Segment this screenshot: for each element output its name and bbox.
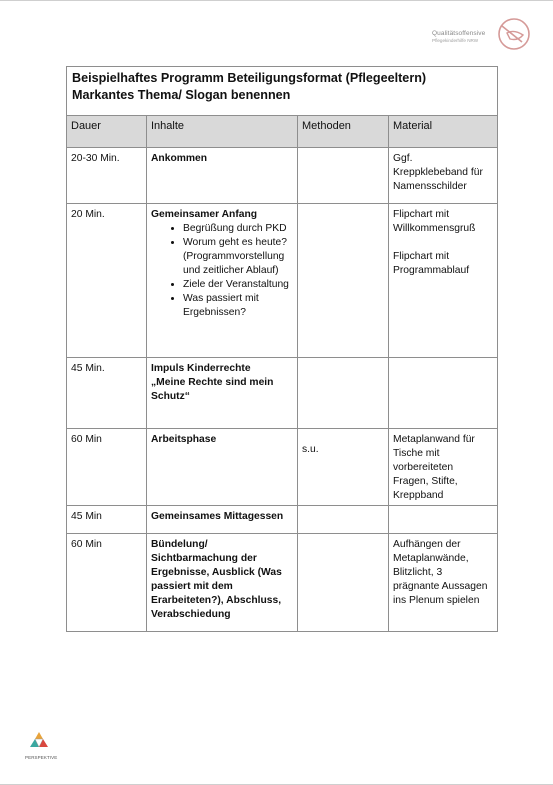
logo-text bbox=[432, 30, 485, 43]
logo-line1: Qualitätsoffensive bbox=[432, 30, 486, 37]
cell-dauer: 20-30 Min. bbox=[67, 148, 147, 204]
cell-methode bbox=[298, 506, 389, 534]
table-row bbox=[67, 148, 498, 204]
cell-dauer: 20 Min. bbox=[67, 204, 147, 358]
logo-circle-icon bbox=[496, 17, 532, 51]
cell-inhalt bbox=[147, 429, 298, 506]
cell-inhalt bbox=[147, 204, 298, 358]
material-text: Flipchart mit Programmablauf bbox=[393, 251, 470, 276]
table-row bbox=[67, 506, 498, 534]
cell-inhalt bbox=[147, 506, 298, 534]
cell-inhalt bbox=[147, 148, 298, 204]
bullet-item: • Ziele der Veranstaltung bbox=[183, 278, 293, 292]
cell-dauer: 45 Min bbox=[67, 506, 147, 534]
footer-logo-text: PERSPEKTIVE bbox=[25, 755, 58, 760]
table-subtitle: Markantes Thema/ Slogan benennen bbox=[72, 88, 291, 102]
column-header-methoden: Methoden bbox=[298, 116, 389, 148]
cell-methode bbox=[298, 148, 389, 204]
material-spacer bbox=[393, 236, 493, 250]
table-row bbox=[67, 204, 498, 358]
inhalt-title: Arbeitsphase bbox=[151, 434, 217, 445]
material-text: Metaplanwand für Tische mit vorbereiteten Fragen, Stifte, Kreppband bbox=[393, 434, 475, 501]
table-title: Beispielhaftes Programm Beteiligungsformat (Pflegeeltern) bbox=[72, 71, 427, 85]
cell-methode bbox=[298, 358, 389, 429]
qualitaetsoffensive-logo bbox=[432, 17, 532, 53]
cell-methode bbox=[298, 204, 389, 358]
perspektive-triangle-icon bbox=[25, 729, 53, 755]
cell-dauer: 45 Min. bbox=[67, 358, 147, 429]
cell-material bbox=[389, 148, 498, 204]
table-row bbox=[67, 534, 498, 632]
column-header-inhalte: Inhalte bbox=[147, 116, 298, 148]
table-row bbox=[67, 358, 498, 429]
cell-inhalt bbox=[147, 534, 298, 632]
material-text: Flipchart mit Willkommensgruß bbox=[393, 209, 476, 234]
cell-methode bbox=[298, 534, 389, 632]
cell-material bbox=[389, 204, 498, 358]
inhalt-title: Gemeinsames Mittagessen bbox=[151, 511, 284, 522]
material-text: Ggf. Kreppklebeband für Namensschilder bbox=[393, 153, 483, 192]
cell-material bbox=[389, 534, 498, 632]
cell-material bbox=[389, 506, 498, 534]
bullet-item: • Worum geht es heute? (Programmvorstellung und zeitlicher Ablauf) bbox=[183, 236, 293, 278]
cell-material bbox=[389, 429, 498, 506]
program-table bbox=[66, 66, 498, 632]
page-top-border bbox=[0, 0, 553, 1]
bullet-item: • Begrüßung durch PKD bbox=[183, 222, 293, 236]
inhalt-title: Ankommen bbox=[151, 153, 208, 164]
logo-line2: Pflegekinderhilfe NRW bbox=[432, 38, 479, 43]
table-row bbox=[67, 429, 498, 506]
inhalt-title: Impuls Kinderrechte „Meine Rechte sind mein Schutz“ bbox=[151, 363, 274, 402]
column-header-dauer: Dauer bbox=[67, 116, 147, 148]
inhalt-title: Bündelung/ Sichtbarmachung der Ergebnisse, Ausblick (Was passiert mit dem Erarbeiteten?), Abschluss, Verabschiedung bbox=[151, 539, 282, 620]
perspektive-logo bbox=[25, 729, 59, 763]
column-header-row bbox=[67, 116, 498, 148]
title-row bbox=[67, 67, 498, 116]
column-header-material: Material bbox=[389, 116, 498, 148]
methode-text: s.u. bbox=[302, 444, 319, 455]
material-text: Aufhängen der Metaplanwände, Blitzlicht, 3 prägnante Aussagen ins Plenum spielen bbox=[393, 539, 488, 606]
cell-material bbox=[389, 358, 498, 429]
cell-methode bbox=[298, 429, 389, 506]
bullet-item: • Was passiert mit Ergebnissen? bbox=[183, 292, 293, 320]
cell-dauer: 60 Min bbox=[67, 429, 147, 506]
table-title-cell bbox=[67, 67, 498, 116]
inhalt-title: Gemeinsamer Anfang bbox=[151, 209, 258, 220]
cell-dauer: 60 Min bbox=[67, 534, 147, 632]
cell-inhalt bbox=[147, 358, 298, 429]
inhalt-bullet-list bbox=[151, 222, 293, 320]
